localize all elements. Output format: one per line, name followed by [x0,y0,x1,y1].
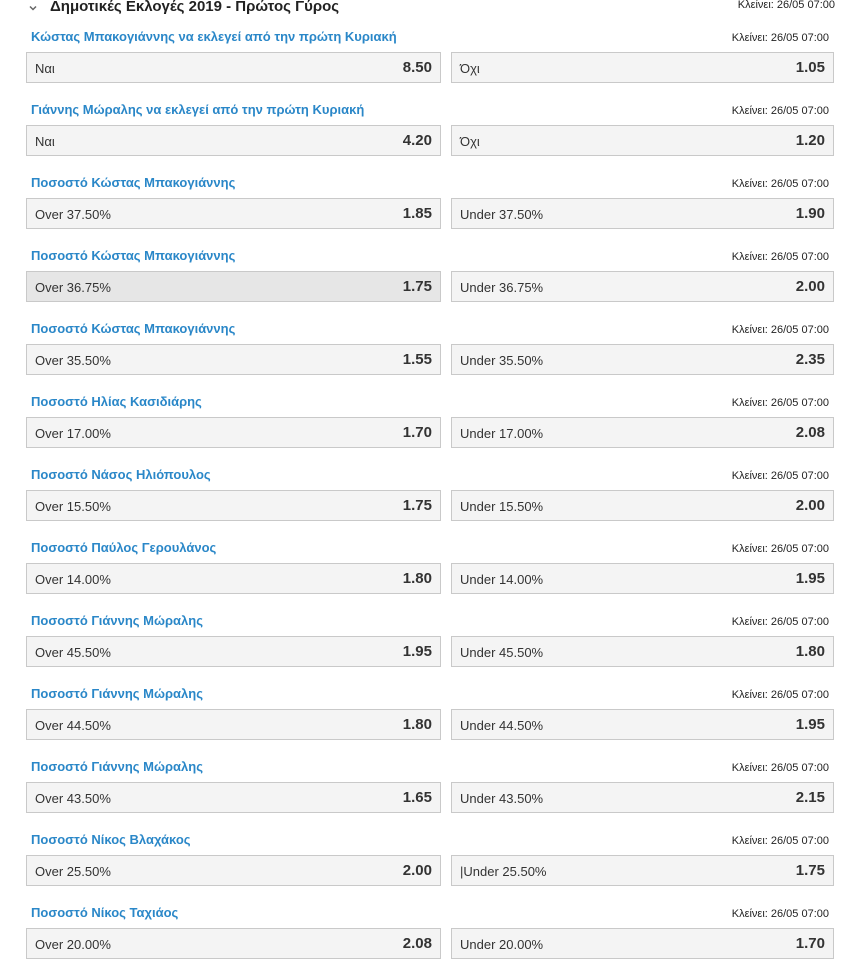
selection-label: Under 17.00% [460,426,544,441]
selection-label: Over 15.50% [35,499,111,514]
selection-label: Under 36.75% [460,280,544,295]
odds-value: 1.80 [402,570,432,587]
selection-label: Όχι [460,61,480,76]
event-header [0,0,857,16]
odds-button-right[interactable] [451,125,834,156]
odds-value: 2.08 [402,935,432,952]
market-row [0,540,857,613]
market-close-time: Κλείνει: 26/05 07:00 [731,543,829,555]
odds-value: 1.80 [402,716,432,733]
selection-label: Over 35.50% [35,353,111,368]
odds-value: 2.00 [795,278,825,295]
market-close-time: Κλείνει: 26/05 07:00 [731,178,829,190]
markets-list [0,29,857,978]
market-close-time: Κλείνει: 26/05 07:00 [731,32,829,44]
market-close-time: Κλείνει: 26/05 07:00 [731,908,829,920]
odds-button-left[interactable] [26,271,441,302]
odds-button-left[interactable] [26,928,441,959]
selection-label: Under 44.50% [460,718,544,733]
selection-label: Over 14.00% [35,572,111,587]
market-name[interactable]: Ποσοστό Νίκος Βλαχάκος [31,832,191,847]
odds-button-left[interactable] [26,709,441,740]
chevron-down-icon[interactable] [27,1,39,13]
market-row [0,102,857,175]
odds-value: 1.85 [402,205,432,222]
market-row [0,29,857,102]
odds-value: 4.20 [402,132,432,149]
market-close-time: Κλείνει: 26/05 07:00 [731,105,829,117]
odds-value: 2.08 [795,424,825,441]
market-row [0,905,857,978]
odds-button-right[interactable] [451,636,834,667]
market-name[interactable]: Ποσοστό Κώστας Μπακογιάννης [31,321,236,336]
odds-button-left[interactable] [26,782,441,813]
market-name[interactable]: Ποσοστό Παύλος Γερουλάνος [31,540,217,555]
selection-label: Over 45.50% [35,645,111,660]
odds-value: 1.90 [795,205,825,222]
market-row [0,394,857,467]
odds-button-left[interactable] [26,855,441,886]
odds-value: 1.55 [402,351,432,368]
market-row [0,832,857,905]
market-row [0,759,857,832]
odds-button-right[interactable] [451,344,834,375]
market-row [0,321,857,394]
selection-label: Over 43.50% [35,791,111,806]
market-close-time: Κλείνει: 26/05 07:00 [731,324,829,336]
event-title: Δημοτικές Εκλογές 2019 - Πρώτος Γύρος [50,0,340,15]
odds-value: 1.75 [402,278,432,295]
market-name[interactable]: Κώστας Μπακογιάννης να εκλεγεί από την πρώτη Κυριακή [31,29,397,44]
odds-value: 1.70 [795,935,825,952]
selection-label: Ναι [35,61,55,76]
market-row [0,613,857,686]
odds-button-right[interactable] [451,782,834,813]
odds-button-left[interactable] [26,198,441,229]
odds-button-right[interactable] [451,271,834,302]
market-name[interactable]: Ποσοστό Κώστας Μπακογιάννης [31,175,236,190]
selection-label: Under 37.50% [460,207,544,222]
odds-button-right[interactable] [451,855,834,886]
market-row [0,248,857,321]
odds-value: 2.15 [795,789,825,806]
market-name[interactable]: Γιάννης Μώραλης να εκλεγεί από την πρώτη Κυριακή [31,102,365,117]
market-close-time: Κλείνει: 26/05 07:00 [731,397,829,409]
odds-button-left[interactable] [26,490,441,521]
market-row [0,686,857,759]
market-name[interactable]: Ποσοστό Γιάννης Μώραλης [31,613,203,628]
odds-button-left[interactable] [26,636,441,667]
market-close-time: Κλείνει: 26/05 07:00 [731,616,829,628]
selection-label: Under 15.50% [460,499,544,514]
odds-value: 1.20 [795,132,825,149]
odds-button-left[interactable] [26,125,441,156]
selection-label: Over 36.75% [35,280,111,295]
market-name[interactable]: Ποσοστό Ηλίας Κασιδιάρης [31,394,202,409]
odds-value: 2.35 [795,351,825,368]
selection-label: Ναι [35,134,55,149]
odds-value: 1.70 [402,424,432,441]
odds-button-left[interactable] [26,344,441,375]
odds-button-left[interactable] [26,417,441,448]
odds-button-right[interactable] [451,928,834,959]
market-row [0,175,857,248]
selection-label: Under 43.50% [460,791,544,806]
odds-value: 8.50 [402,59,432,76]
odds-value: 2.00 [795,497,825,514]
odds-value: 1.95 [795,716,825,733]
odds-value: 1.80 [795,643,825,660]
odds-button-right[interactable] [451,198,834,229]
odds-value: 1.95 [402,643,432,660]
market-name[interactable]: Ποσοστό Νάσος Ηλιόπουλος [31,467,211,482]
odds-value: 1.05 [795,59,825,76]
selection-label: |Under 25.50% [460,864,547,879]
market-row [0,467,857,540]
odds-button-right[interactable] [451,417,834,448]
market-close-time: Κλείνει: 26/05 07:00 [731,689,829,701]
odds-button-right[interactable] [451,490,834,521]
selection-label: Over 25.50% [35,864,111,879]
odds-value: 1.75 [402,497,432,514]
odds-button-left[interactable] [26,52,441,83]
market-close-time: Κλείνει: 26/05 07:00 [731,470,829,482]
selection-label: Under 35.50% [460,353,544,368]
event-close-time: Κλείνει: 26/05 07:00 [737,0,835,11]
selection-label: Όχι [460,134,480,149]
odds-button-right[interactable] [451,563,834,594]
selection-label: Over 44.50% [35,718,111,733]
market-close-time: Κλείνει: 26/05 07:00 [731,251,829,263]
market-close-time: Κλείνει: 26/05 07:00 [731,762,829,774]
market-name[interactable]: Ποσοστό Κώστας Μπακογιάννης [31,248,236,263]
odds-button-right[interactable] [451,709,834,740]
odds-value: 2.00 [402,862,432,879]
market-name[interactable]: Ποσοστό Γιάννης Μώραλης [31,759,203,774]
market-close-time: Κλείνει: 26/05 07:00 [731,835,829,847]
market-name[interactable]: Ποσοστό Νίκος Ταχιάος [31,905,179,920]
odds-button-right[interactable] [451,52,834,83]
odds-button-left[interactable] [26,563,441,594]
odds-value: 1.75 [795,862,825,879]
odds-value: 1.65 [402,789,432,806]
selection-label: Over 20.00% [35,937,111,952]
selection-label: Under 20.00% [460,937,544,952]
odds-value: 1.95 [795,570,825,587]
market-name[interactable]: Ποσοστό Γιάννης Μώραλης [31,686,203,701]
selection-label: Under 14.00% [460,572,544,587]
selection-label: Over 17.00% [35,426,111,441]
selection-label: Under 45.50% [460,645,544,660]
selection-label: Over 37.50% [35,207,111,222]
